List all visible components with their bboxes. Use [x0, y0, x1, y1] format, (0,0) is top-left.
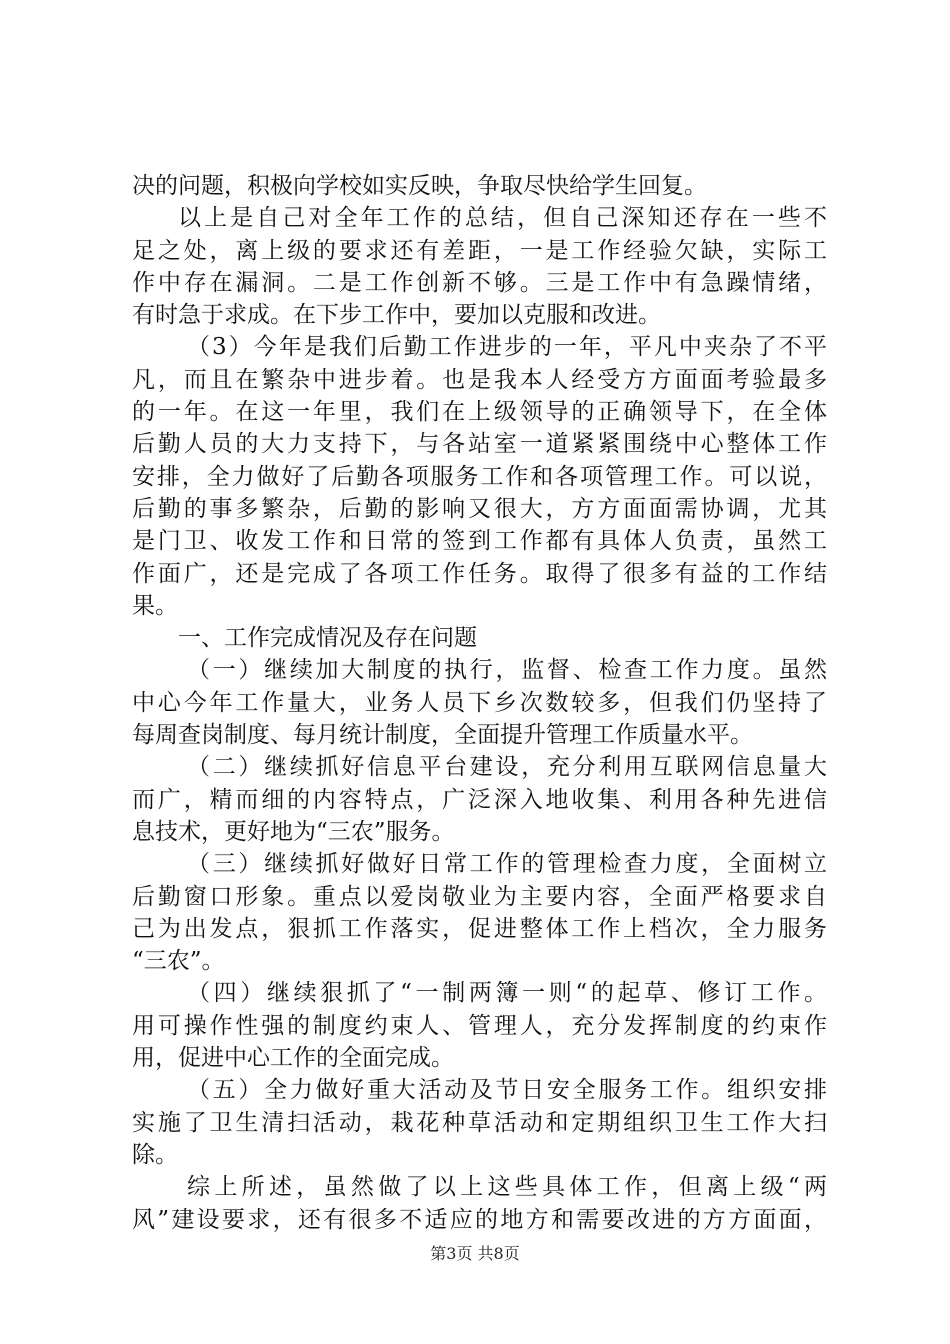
text-line: 实施了卫生清扫活动，栽花种草活动和定期组织卫生工作大扫	[132, 1109, 827, 1136]
text-line: 用，促进中心工作的全面完成。	[132, 1045, 454, 1072]
text-line: （五）全力做好重大活动及节日安全服务工作。组织安排	[187, 1077, 827, 1104]
text-line: 后勤的事多繁杂，后勤的影响又很大，方方面面需协调，尤其	[132, 495, 827, 522]
text-line: 综上所述，虽然做了以上这些具体工作，但离上级“两	[187, 1174, 827, 1201]
text-line: 决的问题，积极向学校如实反映，争取尽快给学生回复。	[132, 173, 707, 199]
text-line: 足之处，离上级的要求还有差距，一是工作经验欠缺，实际工	[132, 237, 827, 264]
text-line: 每周查岗制度、每月统计制度，全面提升管理工作质量水平。	[132, 722, 753, 749]
text-line: （3）今年是我们后勤工作进步的一年，平凡中夹杂了不平	[187, 334, 827, 361]
text-line: 是门卫、收发工作和日常的签到工作都有具体人负责，虽然工	[132, 528, 827, 555]
text-line: （一）继续加大制度的执行，监督、检查工作力度。虽然	[187, 657, 827, 684]
text-line: “三农”。	[132, 948, 225, 975]
text-line: 中心今年工作量大，业务人员下乡次数较多，但我们仍坚持了	[132, 689, 827, 716]
text-line: 作面广，还是完成了各项工作任务。取得了很多有益的工作结	[132, 560, 827, 587]
text-line: 后勤窗口形象。重点以爱岗敬业为主要内容，全面严格要求自	[132, 883, 827, 910]
text-line: 凡，而且在繁杂中进步着。也是我本人经受方方面面考验最多	[132, 366, 827, 393]
text-line: 息技术，更好地为“三农”服务。	[132, 818, 455, 845]
text-line: （二）继续抓好信息平台建设，充分利用互联网信息量大	[187, 754, 827, 781]
page-footer: 第3页 共8页	[430, 1244, 520, 1263]
text-line: 除。	[132, 1141, 178, 1168]
text-line: 而广，精而细的内容特点，广泛深入地收集、利用各种先进信	[132, 786, 827, 813]
text-line: 用可操作性强的制度约束人、管理人，充分发挥制度的约束作	[132, 1012, 827, 1039]
document-body	[132, 170, 827, 1236]
text-line: （三）继续抓好做好日常工作的管理检查力度，全面树立	[187, 851, 827, 878]
text-line: 己为出发点，狠抓工作落实，促进整体工作上档次，全力服务	[132, 915, 827, 942]
text-line: 有时急于求成。在下步工作中，要加以克服和改进。	[132, 302, 661, 329]
section-heading: 一、工作完成情况及存在问题	[178, 625, 477, 652]
text-line: 后勤人员的大力支持下，与各站室一道紧紧围绕中心整体工作	[132, 431, 827, 458]
text-line: 安排，全力做好了后勤各项服务工作和各项管理工作。可以说，	[132, 463, 827, 490]
text-line: 作中存在漏洞。二是工作创新不够。三是工作中有急躁情绪，	[132, 269, 827, 296]
text-line: （四）继续狠抓了“一制两簿一则“的起草、修订工作。	[187, 980, 827, 1007]
text-line: 以上是自己对全年工作的总结，但自己深知还存在一些不	[178, 205, 827, 232]
text-line: 的一年。在这一年里，我们在上级领导的正确领导下，在全体	[132, 399, 827, 426]
text-line: 风”建设要求，还有很多不适应的地方和需要改进的方方面面，	[132, 1206, 827, 1233]
text-line: 果。	[132, 592, 178, 619]
